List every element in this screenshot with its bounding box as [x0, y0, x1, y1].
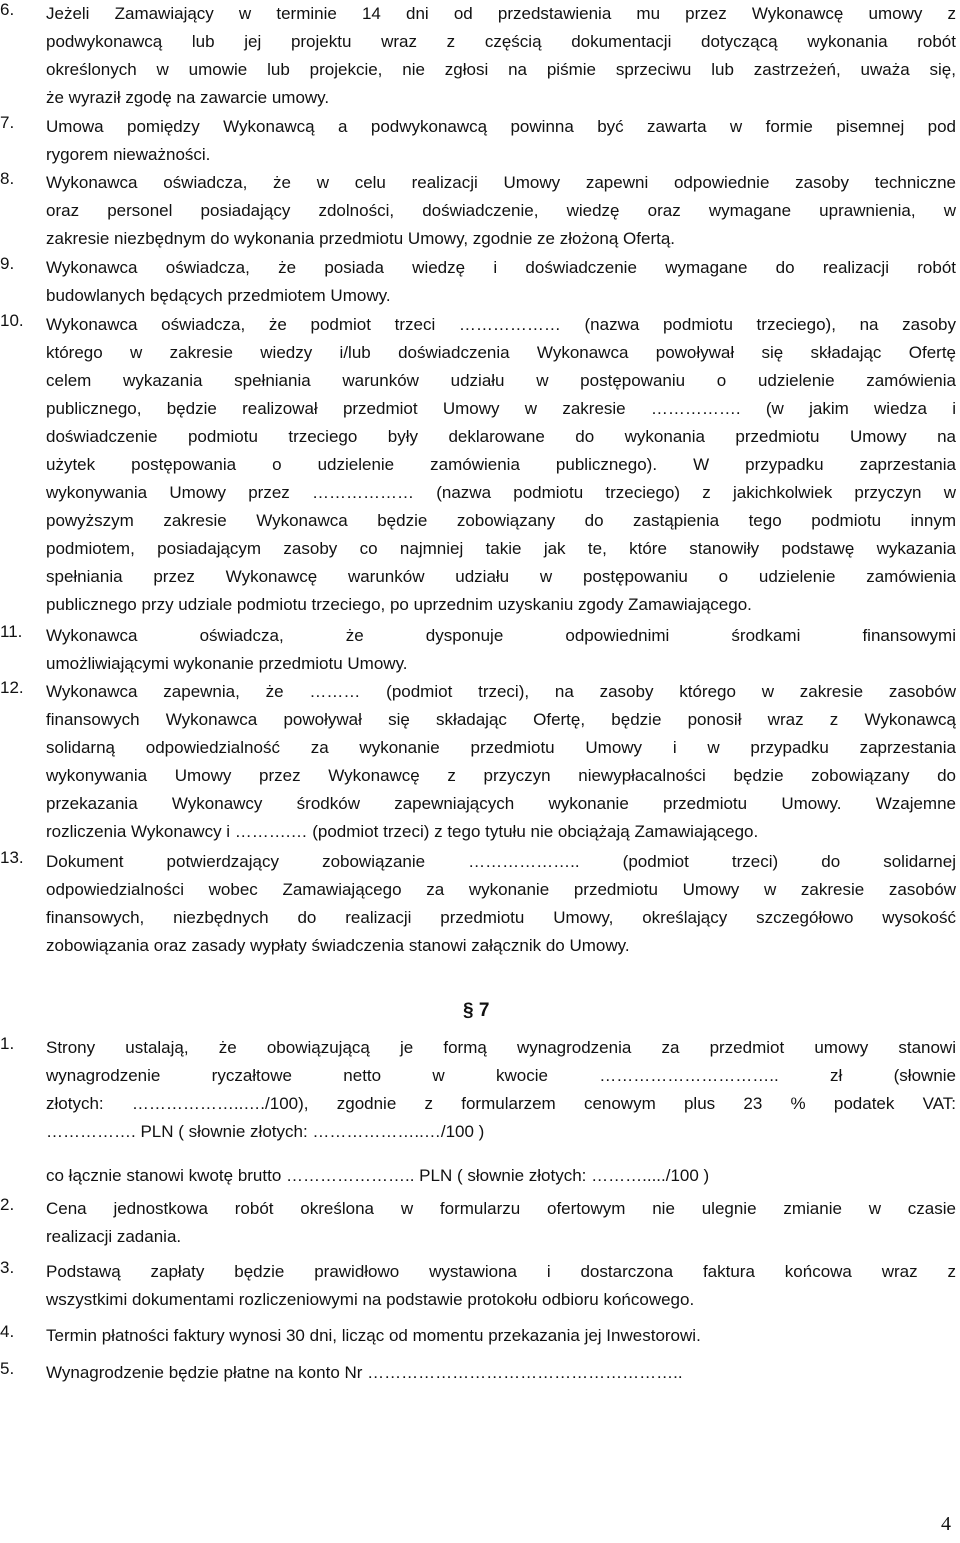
text-line: Wykonawca zapewnia, że ……… (podmiot trzeci), na zasoby którego w zakresie zasobów — [46, 682, 956, 701]
text-line: publicznego przy udziale podmiotu trzeciego, po uprzednim uzyskaniu zgody Zamawiającego. — [46, 595, 752, 614]
text-line: finansowych Wykonawca powoływał się składając Ofertę, będzie ponosił wraz z Wykonawcą — [46, 710, 956, 729]
list-item — [0, 1034, 956, 1190]
item-number: 11. — [0, 622, 23, 641]
list-item — [0, 1359, 956, 1387]
text-line: Wykonawca oświadcza, że posiada wiedzę i doświadczenie wymagane do realizacji robót — [46, 258, 956, 277]
item-number: 3. — [0, 1258, 15, 1277]
text-line: rozliczenia Wykonawcy i ……….… (podmiot trzeci) z tego tytułu nie obciążają Zamawiającego. — [46, 822, 759, 841]
text-line: spełniania przez Wykonawcę warunków udziału w postępowaniu o udzielenie zamówienia — [46, 567, 956, 586]
text-line: określonych w umowie lub projekcie, nie zgłosi na piśmie sprzeciwu lub zastrzeżeń, uważa się, — [46, 60, 956, 79]
text-line: podmiotem, posiadającym zasoby co najmniej takie jak te, które stanowiły podstawę wykazania — [46, 539, 956, 558]
text-line: umożliwiającymi wykonanie przedmiotu Umowy. — [46, 654, 408, 673]
list-item — [0, 1258, 956, 1314]
item-number: 9. — [0, 254, 15, 273]
text-line: Wykonawca oświadcza, że podmiot trzeci ……………… (nazwa podmiotu trzeciego), na zasoby — [46, 315, 956, 334]
text-line: Wykonawca oświadcza, że dysponuje odpowiednimi środkami finansowymi — [46, 626, 956, 645]
text-line: zakresie niezbędnym do wykonania przedmiotu Umowy, zgodnie ze złożoną Ofertą. — [46, 229, 675, 248]
text-line: Wynagrodzenie będzie płatne na konto Nr ……………………………………………….. — [46, 1363, 683, 1382]
text-line: Podstawą zapłaty będzie prawidłowo wystawiona i dostarczona faktura końcowa wraz z — [46, 1262, 956, 1281]
item-number: 1. — [0, 1034, 15, 1053]
item-number: 4. — [0, 1322, 15, 1341]
text-line: wykonywania Umowy przez ……………… (nazwa podmiotu trzeciego) z jakichkolwiek przyczyn w — [46, 483, 956, 502]
item-number: 13. — [0, 848, 24, 867]
item-number: 5. — [0, 1359, 15, 1378]
list-item — [0, 0, 956, 112]
text-line: wynagrodzenie ryczałtowe netto w kwocie ………………………….. zł (słownie — [46, 1066, 956, 1085]
text-line: solidarną odpowiedzialność za wykonanie przedmiotu Umowy i w przypadku zaprzestania — [46, 738, 956, 757]
text-line: realizacji zadania. — [46, 1227, 182, 1246]
item-number: 7. — [0, 113, 15, 132]
list-item — [0, 1322, 956, 1350]
text-line: Jeżeli Zamawiający w terminie 14 dni od przedstawienia mu przez Wykonawcę umowy z — [46, 4, 956, 23]
text-line: doświadczenie podmiotu trzeciego były deklarowane do wykonania przedmiotu Umowy na — [46, 427, 956, 446]
text-line: co łącznie stanowi kwotę brutto ………………….. PLN ( słownie złotych: ………...../100 ) — [46, 1166, 710, 1185]
text-line: ……………. PLN ( słownie złotych: ………………..…/100 ) — [46, 1122, 485, 1141]
list-item — [0, 254, 956, 310]
text-line: finansowych, niezbędnych do realizacji przedmiotu Umowy, określający szczegółowo wysokość — [46, 908, 956, 927]
item-number: 12. — [0, 678, 24, 697]
list-item — [0, 113, 956, 169]
text-line: zobowiązania oraz zasady wypłaty świadczenia stanowi załącznik do Umowy. — [46, 936, 630, 955]
item-number: 2. — [0, 1195, 15, 1214]
text-line: że wyraził zgodę na zawarcie umowy. — [46, 88, 330, 107]
text-line: odpowiedzialności wobec Zamawiającego za wykonanie przedmiotu Umowy w zakresie zasobów — [46, 880, 956, 899]
text-line: budowlanych będących przedmiotem Umowy. — [46, 286, 391, 305]
text-line: Dokument potwierdzający zobowiązanie ……………….. (podmiot trzeci) do solidarnej — [46, 852, 956, 871]
list-item — [0, 678, 956, 846]
text-line: przekazania Wykonawcy środków zapewniających wykonanie przedmiotu Umowy. Wzajemne — [46, 794, 956, 813]
text-line: użytek postępowania o udzielenie zamówienia publicznego). W przypadku zaprzestania — [46, 455, 956, 474]
text-line: Cena jednostkowa robót określona w formularzu ofertowym nie ulegnie zmianie w czasie — [46, 1199, 956, 1218]
list-item — [0, 848, 956, 960]
text-line: oraz personel posiadający zdolności, doświadczenie, wiedzę oraz wymagane uprawnienia, w — [46, 201, 956, 220]
text-line: powyższym zakresie Wykonawca będzie zobowiązany do zastąpienia tego podmiotu innym — [46, 511, 956, 530]
text-line: wykonywania Umowy przez Wykonawcę z przyczyn niewypłacalności będzie zobowiązany do — [46, 766, 956, 785]
item-number: 10. — [0, 311, 24, 330]
list-item — [0, 169, 956, 253]
text-line: wszystkimi dokumentami rozliczeniowymi na podstawie protokołu odbioru końcowego. — [46, 1290, 695, 1309]
text-line: złotych: ………………..…./100), zgodnie z formularzem cenowym plus 23 % podatek VAT: — [46, 1094, 956, 1113]
list-item — [0, 311, 956, 619]
list-item — [0, 1195, 956, 1251]
text-line: rygorem nieważności. — [46, 145, 211, 164]
text-line: publicznego, będzie realizował przedmiot Umowy w zakresie ……………. (w jakim wiedza i — [46, 399, 956, 418]
text-line: Umowa pomiędzy Wykonawcą a podwykonawcą powinna być zawarta w formie pisemnej pod — [46, 117, 956, 136]
item-number: 6. — [0, 0, 15, 19]
item-number: 8. — [0, 169, 15, 188]
text-line: Strony ustalają, że obowiązującą je formą wynagrodzenia za przedmiot umowy stanowi — [46, 1038, 956, 1057]
text-line: podwykonawcą lub jej projektu wraz z częścią dokumentacji dotyczącą wykonania robót — [46, 32, 956, 51]
section-heading: § 7 — [463, 1000, 490, 1021]
text-line: którego w zakresie wiedzy i/lub doświadczenia Wykonawca powoływał się składając Ofertę — [46, 343, 956, 362]
text-line: Wykonawca oświadcza, że w celu realizacji Umowy zapewni odpowiednie zasoby techniczne — [46, 173, 956, 192]
text-line: celem wykazania spełniania warunków udziału w postępowaniu o udzielenie zamówienia — [46, 371, 956, 390]
page-number: 4 — [941, 1513, 951, 1535]
list-item — [0, 622, 956, 678]
text-line: Termin płatności faktury wynosi 30 dni, licząc od momentu przekazania jej Inwestorowi. — [46, 1326, 701, 1345]
